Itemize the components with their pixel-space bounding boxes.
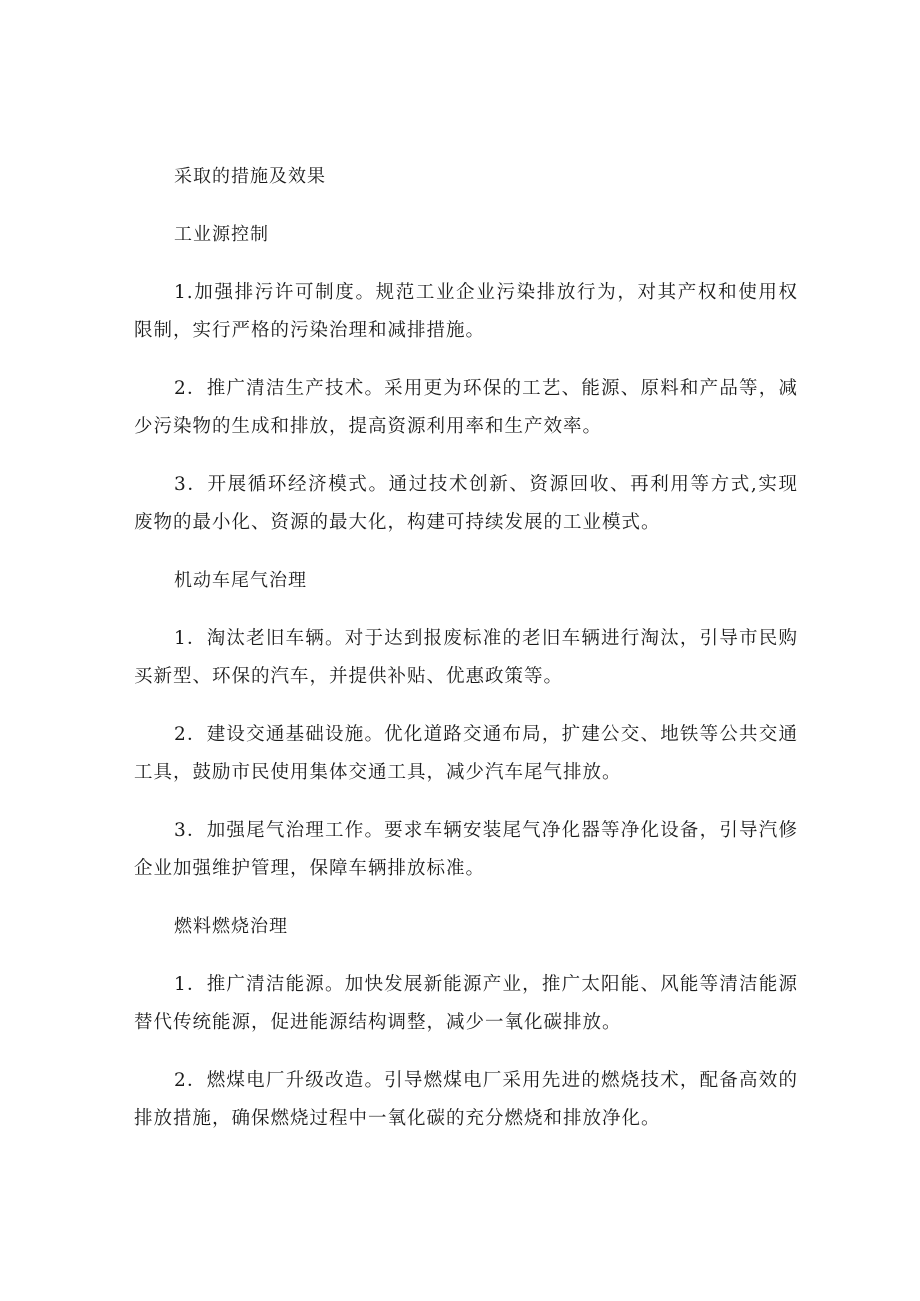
paragraph-fuel-1: 1．推广清洁能源。加快发展新能源产业，推广太阳能、风能等清洁能源替代传统能源，促进能源结构调整，减少一氧化碳排放。 [134,974,798,1033]
paragraph-industrial-2: 2．推广清洁生产技术。采用更为环保的工艺、能源、原料和产品等，减少污染物的生成和排放，提高资源利用率和生产效率。 [134,378,798,437]
paragraph-industrial-3: 3．开展循环经济模式。通过技术创新、资源回收、再利用等方式,实现废物的最小化、资源的最大化，构建可持续发展的工业模式。 [134,474,798,533]
paragraph-industrial-1: 1.加强排污许可制度。规范工业企业污染排放行为，对其产权和使用权限制，实行严格的污染治理和减排措施。 [134,282,798,341]
document-body [134,158,798,1158]
paragraph-fuel-2: 2．燃煤电厂升级改造。引导燃煤电厂采用先进的燃烧技术，配备高效的排放措施，确保燃烧过程中一氧化碳的充分燃烧和排放净化。 [134,1070,798,1129]
section-heading-vehicle: 机动车尾气治理 [174,570,307,591]
section-heading-industrial: 工业源控制 [174,224,269,245]
paragraph-vehicle-1: 1．淘汰老旧车辆。对于达到报废标准的老旧车辆进行淘汰，引导市民购买新型、环保的汽车，并提供补贴、优惠政策等。 [134,628,798,687]
paragraph-vehicle-3: 3．加强尾气治理工作。要求车辆安装尾气净化器等净化设备，引导汽修企业加强维护管理，保障车辆排放标准。 [134,820,798,879]
paragraph-vehicle-2: 2．建设交通基础设施。优化道路交通布局，扩建公交、地铁等公共交通工具，鼓励市民使用集体交通工具，减少汽车尾气排放。 [134,724,798,783]
section-heading-fuel: 燃料燃烧治理 [174,916,288,937]
document-title: 采取的措施及效果 [174,166,326,187]
